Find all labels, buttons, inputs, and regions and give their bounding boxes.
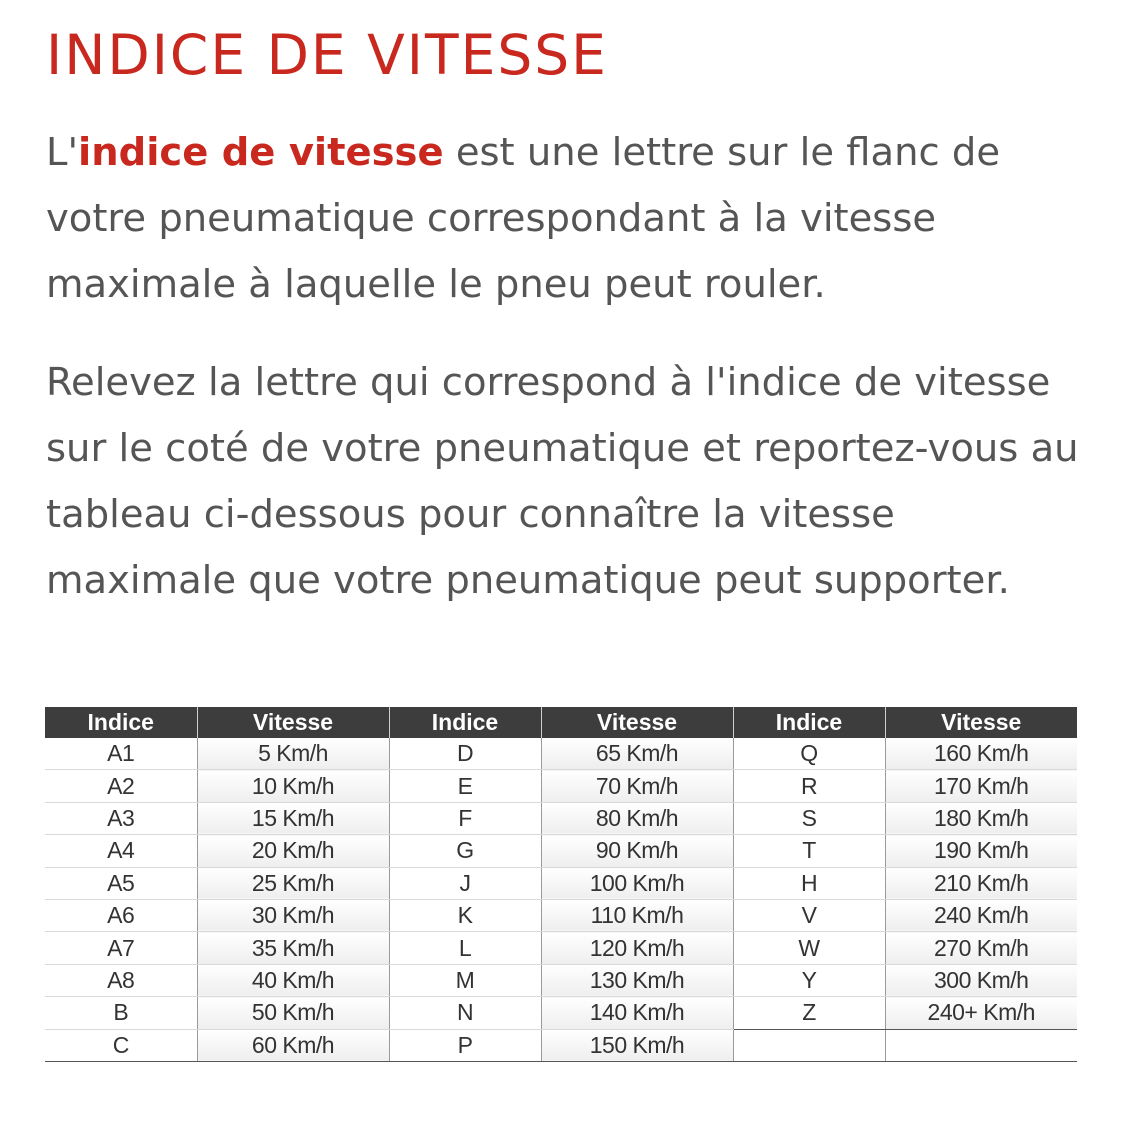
cell-vitesse: 10 Km/h <box>197 770 389 802</box>
page-title: INDICE DE VITESSE <box>46 23 608 87</box>
cell-vitesse: 130 Km/h <box>541 964 733 996</box>
cell-indice: N <box>389 997 541 1029</box>
table-row <box>45 899 1077 931</box>
table-row <box>45 1029 1077 1061</box>
cell-indice: S <box>733 802 885 834</box>
cell-indice: A5 <box>45 867 197 899</box>
cell-indice: A3 <box>45 802 197 834</box>
table-row <box>45 835 1077 867</box>
cell-indice: J <box>389 867 541 899</box>
cell-indice: A7 <box>45 932 197 964</box>
cell-vitesse: 50 Km/h <box>197 997 389 1029</box>
cell-vitesse: 100 Km/h <box>541 867 733 899</box>
table-row <box>45 738 1077 770</box>
cell-vitesse: 80 Km/h <box>541 802 733 834</box>
cell-indice: R <box>733 770 885 802</box>
cell-vitesse: 140 Km/h <box>541 997 733 1029</box>
cell-vitesse: 180 Km/h <box>885 802 1077 834</box>
cell-vitesse: 65 Km/h <box>541 738 733 770</box>
cell-indice: D <box>389 738 541 770</box>
cell-vitesse: 5 Km/h <box>197 738 389 770</box>
cell-vitesse: 40 Km/h <box>197 964 389 996</box>
cell-vitesse: 110 Km/h <box>541 899 733 931</box>
cell-vitesse: 60 Km/h <box>197 1029 389 1061</box>
empty-cell <box>885 1029 1077 1061</box>
header-indice-1: Indice <box>45 707 197 738</box>
table-row <box>45 802 1077 834</box>
cell-vitesse: 240+ Km/h <box>885 997 1077 1029</box>
cell-indice: G <box>389 835 541 867</box>
table-row <box>45 932 1077 964</box>
cell-vitesse: 190 Km/h <box>885 835 1077 867</box>
header-vitesse-2: Vitesse <box>541 707 733 738</box>
cell-vitesse: 20 Km/h <box>197 835 389 867</box>
cell-indice: W <box>733 932 885 964</box>
cell-indice: B <box>45 997 197 1029</box>
table-row <box>45 997 1077 1029</box>
cell-indice: M <box>389 964 541 996</box>
cell-indice: K <box>389 899 541 931</box>
cell-vitesse: 300 Km/h <box>885 964 1077 996</box>
cell-vitesse: 210 Km/h <box>885 867 1077 899</box>
cell-indice: F <box>389 802 541 834</box>
cell-indice: C <box>45 1029 197 1061</box>
cell-vitesse: 240 Km/h <box>885 899 1077 931</box>
cell-indice: T <box>733 835 885 867</box>
cell-indice: A4 <box>45 835 197 867</box>
cell-indice: Q <box>733 738 885 770</box>
instructions-paragraph: Relevez la lettre qui correspond à l'indice de vitesse sur le coté de votre pneumatique et reportez-vous au tableau ci-dessous pour connaître la vitesse maximale que votre pneumatique peut supporter. <box>46 360 1079 603</box>
cell-vitesse: 30 Km/h <box>197 899 389 931</box>
intro-prefix: L' <box>46 130 79 175</box>
cell-indice: H <box>733 867 885 899</box>
header-vitesse-3: Vitesse <box>885 707 1077 738</box>
cell-vitesse: 170 Km/h <box>885 770 1077 802</box>
intro-highlight: indice de vitesse <box>78 130 444 175</box>
cell-indice: E <box>389 770 541 802</box>
cell-indice: A2 <box>45 770 197 802</box>
cell-indice: V <box>733 899 885 931</box>
intro-rest: est une lettre sur le flanc de votre pneumatique correspondant à la vitesse maximale à laquelle le pneu peut rouler. <box>46 130 1001 307</box>
cell-vitesse: 90 Km/h <box>541 835 733 867</box>
cell-vitesse: 35 Km/h <box>197 932 389 964</box>
empty-cell <box>733 1029 885 1061</box>
cell-vitesse: 120 Km/h <box>541 932 733 964</box>
cell-vitesse: 150 Km/h <box>541 1029 733 1061</box>
cell-vitesse: 270 Km/h <box>885 932 1077 964</box>
header-indice-3: Indice <box>733 707 885 738</box>
cell-indice: A6 <box>45 899 197 931</box>
cell-indice: L <box>389 932 541 964</box>
table-row <box>45 770 1077 802</box>
cell-vitesse: 160 Km/h <box>885 738 1077 770</box>
cell-indice: A1 <box>45 738 197 770</box>
cell-vitesse: 70 Km/h <box>541 770 733 802</box>
cell-indice: Z <box>733 997 885 1029</box>
speed-index-table <box>45 707 1077 1062</box>
cell-vitesse: 15 Km/h <box>197 802 389 834</box>
intro-paragraph <box>46 120 1096 318</box>
cell-indice: Y <box>733 964 885 996</box>
cell-indice: P <box>389 1029 541 1061</box>
table-header-row <box>45 707 1077 738</box>
table-row <box>45 867 1077 899</box>
header-indice-2: Indice <box>389 707 541 738</box>
cell-vitesse: 25 Km/h <box>197 867 389 899</box>
table-row <box>45 964 1077 996</box>
cell-indice: A8 <box>45 964 197 996</box>
header-vitesse-1: Vitesse <box>197 707 389 738</box>
